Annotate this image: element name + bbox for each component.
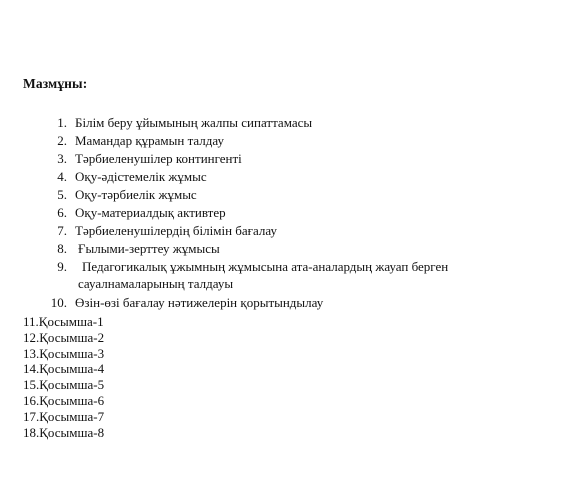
toc-item (0, 168, 565, 186)
toc-item-title: Білім беру ұйымының жалпы сипаттамасы (75, 115, 313, 130)
appendix-item: 11.Қосымша-1 (23, 314, 104, 329)
toc-item (0, 240, 565, 258)
toc-item-number: 8. (57, 241, 67, 256)
toc-item (0, 132, 565, 150)
toc-item (0, 294, 565, 312)
toc-item-title: Тәрбиеленушілердің білімін бағалау (75, 223, 277, 238)
toc-item-title: Өзін-өзі бағалау нәтижелерін қорытындылау (75, 295, 324, 310)
toc-item (0, 150, 565, 168)
toc-item-number: 6. (57, 205, 67, 220)
toc-item-title: Оқу-әдістемелік жұмыс (75, 169, 207, 184)
appendix-item: 16.Қосымша-6 (23, 392, 105, 408)
toc-item-title: Ғылыми-зерттеу жұмысы (78, 241, 220, 256)
toc-item (0, 258, 565, 294)
appendix-item: 14.Қосымша-4 (23, 361, 105, 377)
toc-item-number: 4. (57, 169, 67, 184)
toc-item (0, 186, 565, 204)
toc-item-number: 10. (50, 295, 67, 310)
appendix-list (23, 314, 104, 440)
toc-item-number: 7. (57, 223, 67, 238)
appendix-item: 17.Қосымша-7 (23, 408, 105, 424)
appendix-item: 15.Қосымша-5 (23, 377, 105, 393)
toc-item-number: 9. (57, 259, 67, 274)
table-of-contents (0, 114, 565, 312)
toc-item-title: Мамандар құрамын талдау (75, 133, 225, 148)
toc-item-number: 2. (57, 133, 67, 148)
toc-item-title: Оқу-тәрбиелік жұмыс (75, 187, 197, 202)
appendix-item: 18.Қосымша-8 (23, 424, 105, 440)
toc-item-title: Оқу-материалдық активтер (75, 205, 226, 220)
appendix-item: 12.Қосымша-2 (23, 329, 105, 345)
contents-heading: Мазмұны: (23, 76, 88, 91)
toc-item-number: 5. (57, 187, 67, 202)
toc-item (0, 114, 565, 132)
toc-item-title: Тәрбиеленушілер контингенті (75, 151, 242, 166)
toc-item-number: 3. (57, 151, 67, 166)
toc-item-title: Педагогикалық ұжымның жұмысына ата-аналардың жауап берген сауалнамаларының талдауы (78, 259, 449, 291)
toc-item (0, 222, 565, 240)
appendix-item: 13.Қосымша-3 (23, 345, 105, 361)
toc-item (0, 204, 565, 222)
toc-item-number: 1. (57, 115, 67, 130)
